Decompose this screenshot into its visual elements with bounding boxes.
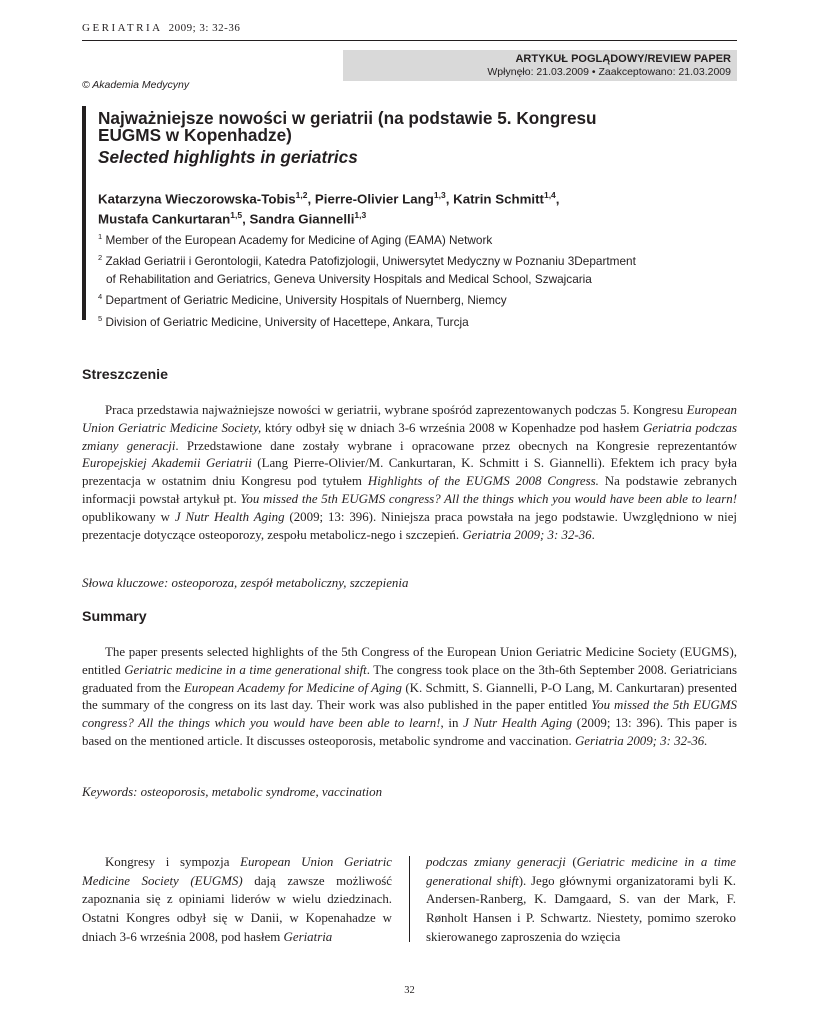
title-block	[82, 106, 742, 329]
author-separator: ,	[555, 191, 560, 207]
article-dates: Wpłynęło: 21.03.2009 • Zaakceptowano: 21.03.2009	[487, 66, 731, 78]
text-run-italic: Geriatric medicine in a time generational shift	[426, 855, 737, 888]
affiliation-2	[98, 249, 742, 271]
author-name: Mustafa Cankurtaran	[98, 211, 231, 227]
text-run: (2009; 13: 396). Niniejsza praca powstała na jego podstawie. Uwzględniono w niej prezentacje dotyczące osteoporozy, zespołu metabolicz-nego i szczepień.	[82, 509, 737, 542]
affiliation-number: 4	[98, 292, 103, 302]
text-run-italic: Geriatria 2009; 3: 32-36.	[574, 733, 708, 748]
article-type-box	[343, 50, 737, 81]
author-affiliation-ref: 1,2	[295, 190, 308, 200]
title-polish	[98, 110, 742, 144]
text-run-italic: Geriatric medicine in a time generational shift	[124, 662, 367, 677]
text-run: , in	[440, 716, 464, 731]
copyright: © Akademia Medycyny	[82, 79, 190, 91]
author-separator: ,	[307, 191, 315, 207]
slowa-kluczowe: Słowa kluczowe: osteoporoza, zespół metaboliczny, szczepienia	[82, 576, 409, 590]
author-name: Pierre-Olivier Lang	[314, 191, 434, 207]
title-polish-line1: Najważniejsze nowości w geriatrii (na podstawie 5. Kongresu	[98, 108, 597, 128]
text-run-italic: You missed the 5th EUGMS congress? All the things which you would have been able to learn!	[240, 491, 737, 506]
affiliation-number: 2	[98, 253, 103, 263]
author-name: Katarzyna Wieczorowska-Tobis	[98, 191, 296, 207]
title-polish-line2: EUGMS w Kopenhadze)	[98, 125, 292, 145]
author-affiliation-ref: 1,3	[433, 190, 446, 200]
text-run: (K. Schmitt, S. Giannelli, P-O Lang, M. Cankurtaran) presented the summary of the congress on its last day. Their work was also published in the paper entitled	[82, 680, 737, 713]
affiliation-text: Division of Geriatric Medicine, University of Hacettepe, Ankara, Turcja	[105, 314, 469, 329]
text-run-italic: European Union Geriatric Medicine Society (EUGMS)	[82, 855, 392, 888]
text-run-italic: Geriatria podczas zmiany generacji	[82, 420, 737, 453]
author-affiliation-ref: 1,4	[543, 190, 556, 200]
text-run-italic: J Nutr Health Aging	[463, 716, 573, 731]
text-run: . Przedstawione dane zostały wybrane i opracowane przez obecnych na Kongresie reprezentantów	[175, 438, 737, 453]
author-separator: ,	[445, 191, 454, 207]
author-line-2	[98, 207, 742, 227]
affiliation-4	[98, 288, 742, 310]
author-list	[98, 187, 742, 228]
running-head	[82, 22, 240, 34]
text-run-italic: Geriatria	[283, 929, 333, 944]
text-run-italic: European Academy for Medicine of Aging	[183, 680, 402, 695]
text-run-italic: J Nutr Health Aging	[174, 509, 285, 524]
streszczenie-heading: Streszczenie	[82, 367, 168, 383]
journal-name: GERIATRIA	[82, 22, 163, 34]
author-affiliation-ref: 1,5	[230, 210, 243, 221]
author-line-1	[98, 187, 742, 207]
text-run: Praca przedstawia najważniejsze nowości w geriatrii, wybrane spośród zaprezentowanych podczas 5. Kongresu	[105, 403, 687, 417]
article-type: ARTYKUŁ POGLĄDOWY/REVIEW PAPER	[515, 53, 731, 65]
affiliation-5	[98, 310, 742, 332]
keywords: Keywords: osteoporosis, metabolic syndrome, vaccination	[82, 785, 383, 799]
text-run-italic: Highlights of the EUGMS 2008 Congress.	[367, 474, 599, 489]
text-run-italic: European Union Geriatric Medicine Society,	[82, 403, 737, 435]
text-run: (	[565, 855, 577, 869]
text-run: który odbył się w dniach 3-6 września 2008 w Kopenhadze pod hasłem	[261, 420, 643, 435]
affiliation-text: Member of the European Academy for Medicine of Aging (EAMA) Network	[105, 232, 493, 247]
affiliation-number: 5	[98, 313, 103, 323]
text-run: .	[591, 527, 595, 542]
text-run: dają zawsze możliwość zapoznania się z opiniami liderów w wielu dziedzinach. Ostatni Kongres odbył się w Danii, w Kopenahadze w dniach 3-6 września 2008, pod hasłem	[82, 873, 392, 944]
text-run: Kongresy i sympozja	[105, 855, 241, 869]
author-name: Katrin Schmitt	[453, 191, 544, 207]
column-divider	[409, 856, 410, 942]
text-run-italic: podczas zmiany generacji	[426, 855, 566, 869]
author-affiliation-ref: 1,3	[354, 210, 367, 221]
text-run: The paper presents selected highlights of the 5th Congress of the European Union Geriatric Medicine Society (EUGMS), entitled	[82, 645, 737, 677]
text-run: opublikowany w	[82, 509, 175, 524]
text-run: . The congress took place on the 3th-6th September 2008. Geriatricians graduated from the	[82, 662, 737, 695]
affiliation-text: Zakład Geriatrii i Gerontologii, Katedra Patofizjologii, Uniwersytet Medyczny w Poznaniu 3Department	[105, 254, 636, 269]
author-separator: ,	[242, 211, 250, 227]
title-english: Selected highlights in geriatrics	[98, 147, 358, 167]
page-number: 32	[404, 985, 415, 996]
text-run-italic: You missed the 5th EUGMS congress? All the things which you would have been able to learn!	[82, 698, 737, 731]
journal-citation: 2009; 3: 32-36	[168, 22, 241, 34]
affiliation-text: Department of Geriatric Medicine, University Hospitals of Nuernberg, Niemcy	[105, 293, 507, 308]
text-run: (2009; 13: 396). This paper is based on the mentioned article. It discusses osteoporosis, metabolic syndrome and vaccination.	[82, 716, 737, 748]
affiliation-list	[98, 228, 742, 332]
summary-heading: Summary	[82, 609, 147, 625]
text-run: (Lang Pierre-Olivier/M. Cankurtaran, K. Schmitt i S. Giannelli). Efektem ich pracy była prezentacja w ostatnim dniu Kongresu pod tytułem	[82, 456, 738, 489]
body-column-right	[426, 853, 736, 947]
body-column-left	[82, 853, 392, 947]
text-run: ). Jego głównymi organizatorami byli K. Andersen-Ranberg, K. Damgaard, S. van der Mark, F. Rønholt Hansen i P. Schwartz. Niestety, pomimo szeroko skierowanego zaproszenia do wzięcia	[426, 873, 736, 944]
author-name: Sandra Giannelli	[249, 211, 355, 227]
affiliation-2-continued: of Rehabilitation and Geriatrics, Geneva University Hospitals and Medical School, Szwajcaria	[106, 271, 592, 286]
text-run-italic: Geriatria 2009; 3: 32-36	[462, 527, 592, 542]
text-run: Na podstawie zebranych informacji powstał artykuł pt.	[82, 474, 737, 506]
header-rule	[82, 40, 737, 41]
streszczenie-text	[82, 402, 737, 544]
affiliation-1	[98, 228, 742, 250]
summary-text	[82, 644, 737, 751]
text-run-italic: Europejskiej Akademii Geriatrii	[82, 456, 252, 471]
affiliation-number: 1	[98, 231, 103, 241]
